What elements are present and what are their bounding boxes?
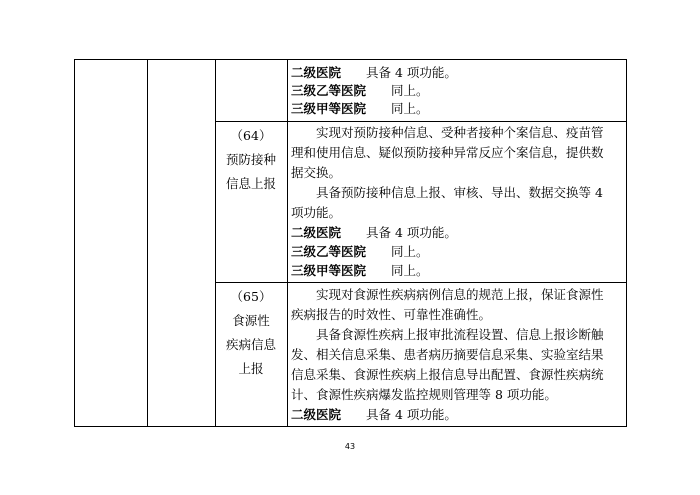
level-text: 具备 4 项功能。	[366, 65, 457, 80]
column-divider	[215, 60, 216, 426]
desc-line: 实现对食源性疾病病例信息的规范上报，保证食源性	[316, 287, 604, 302]
row-divider	[215, 282, 626, 283]
level-text: 同上。	[391, 263, 429, 278]
item-name-line: 上报	[238, 361, 264, 376]
row-divider	[215, 121, 626, 122]
level-label: 三级甲等医院	[291, 263, 367, 278]
desc-line: 理和使用信息、疑似预防接种异常反应个案信息，提供数	[291, 145, 604, 160]
level-line	[291, 82, 429, 100]
column-divider	[147, 60, 148, 426]
desc-line: 信息采集、食源性疾病上报信息导出配置、食源性疾病统	[291, 367, 604, 382]
level-line	[291, 64, 457, 82]
level-label: 三级甲等医院	[291, 101, 367, 116]
level-label: 三级乙等医院	[291, 83, 367, 98]
item-name-line: 疾病信息	[225, 337, 276, 352]
level-label: 二级医院	[291, 407, 342, 422]
level-text: 具备 4 项功能。	[366, 225, 457, 240]
desc-line: 项功能。	[291, 205, 342, 220]
desc-line: 具备预防接种信息上报、审核、导出、数据交换等 4	[316, 185, 603, 200]
desc-line: 疾病报告的时效性、可靠性准确性。	[291, 307, 492, 322]
level-line	[291, 224, 457, 242]
desc-line: 发、相关信息采集、患者病历摘要信息采集、实验室结果	[291, 347, 604, 362]
requirements-table	[74, 59, 627, 427]
desc-line: 计、食源性疾病爆发监控规则管理等 8 项功能。	[291, 387, 557, 402]
level-text: 同上。	[391, 101, 429, 116]
level-line	[291, 100, 429, 118]
item-name-line: 信息上报	[225, 176, 276, 191]
item-number: （64）	[230, 128, 272, 143]
level-text: 具备 4 项功能。	[366, 407, 457, 422]
level-line	[291, 262, 429, 280]
level-text: 同上。	[391, 83, 429, 98]
desc-line: 据交换。	[291, 165, 342, 180]
page-number: 43	[344, 442, 356, 451]
level-label: 二级医院	[291, 225, 342, 240]
level-label: 二级医院	[291, 65, 342, 80]
level-line	[291, 406, 457, 424]
level-label: 三级乙等医院	[291, 244, 367, 259]
item-number: （65）	[230, 289, 272, 304]
item-name-line: 食源性	[232, 313, 270, 328]
desc-line: 具备食源性疾病上报审批流程设置、信息上报诊断触	[316, 327, 604, 342]
item-name-line: 预防接种	[225, 152, 276, 167]
level-line	[291, 243, 429, 261]
column-divider	[287, 60, 288, 426]
level-text: 同上。	[391, 244, 429, 259]
desc-line: 实现对预防接种信息、受种者接种个案信息、疫苗管	[316, 125, 604, 140]
